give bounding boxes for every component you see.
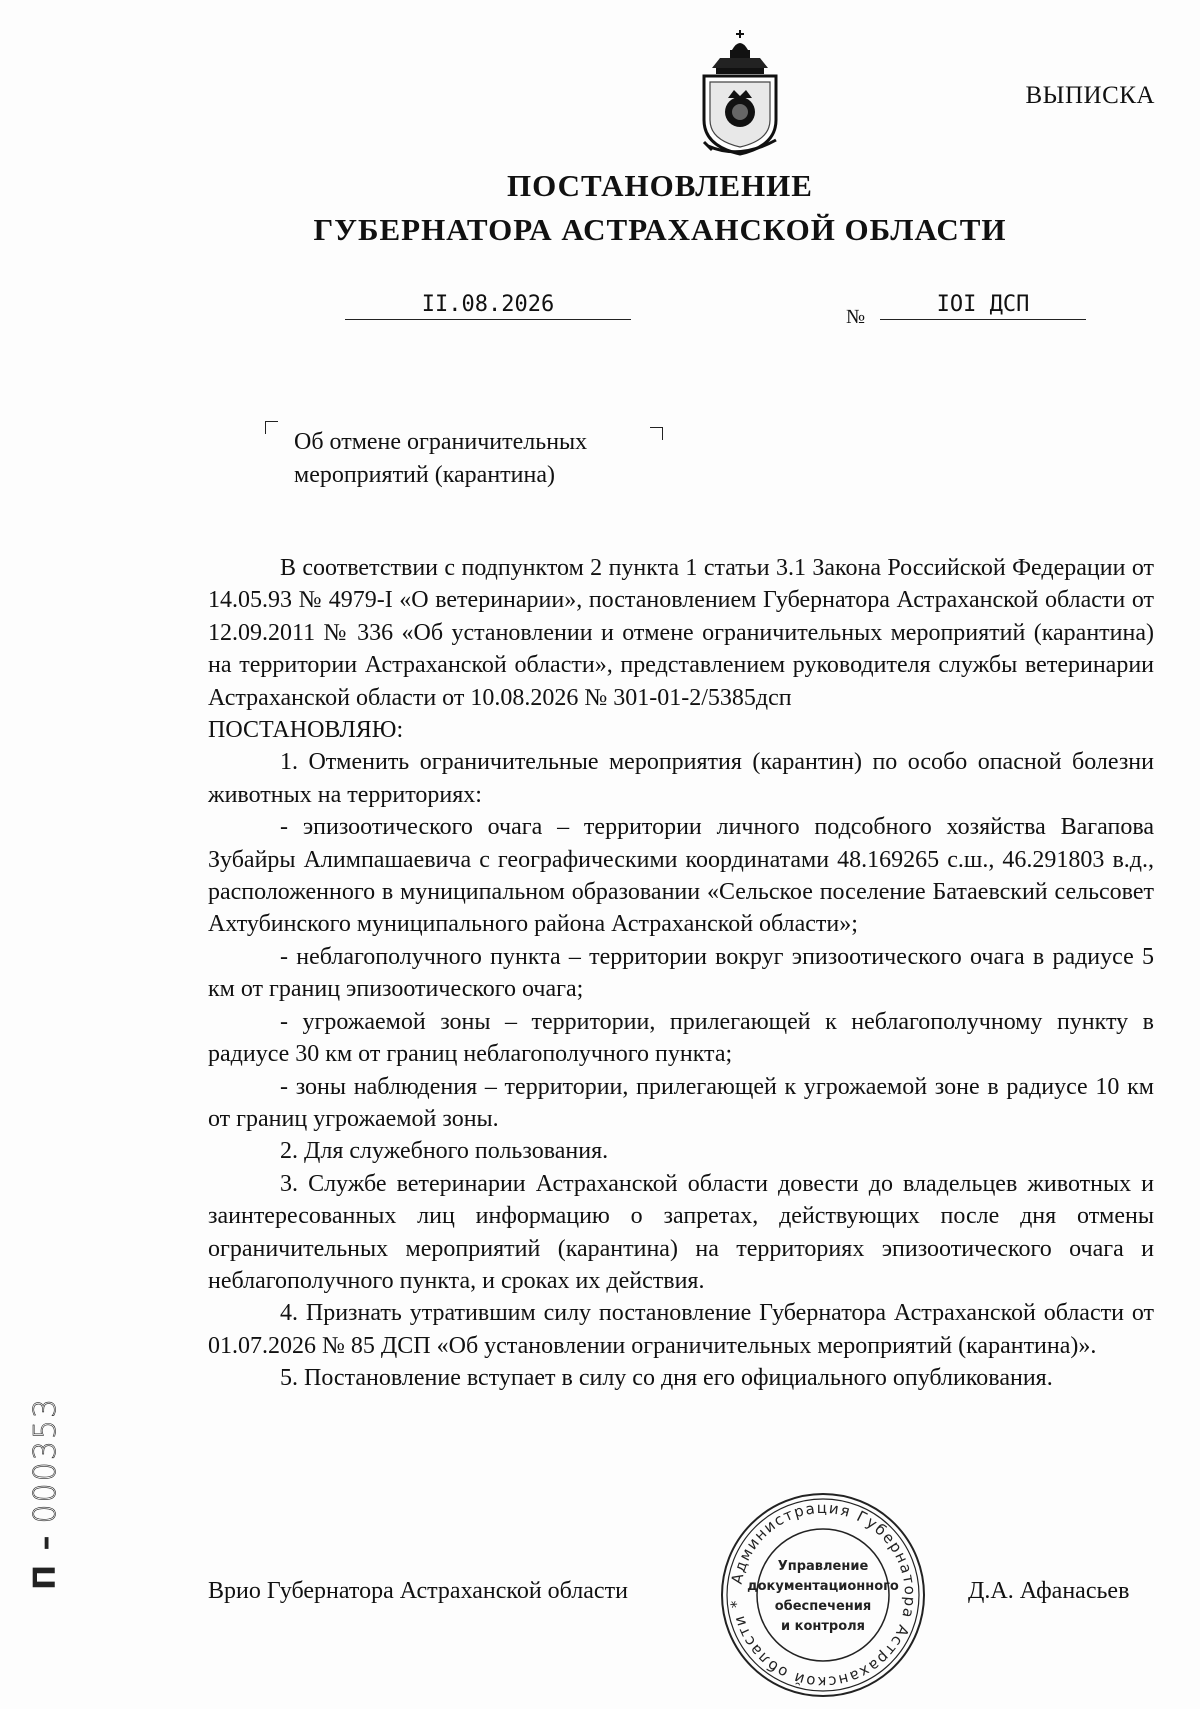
document-number: IOI ДСП <box>880 292 1086 320</box>
clause-1-item-d: - зоны наблюдения – территории, прилегающей к угрожаемой зоне в радиусе 10 км от границ угрожаемой зоны. <box>208 1073 1154 1132</box>
clause-5: 5. Постановление вступает в силу со дня его официального опубликования. <box>280 1365 1053 1392</box>
subject-bracket-left <box>265 421 278 434</box>
coat-of-arms-icon <box>690 28 790 166</box>
subject-bracket-right <box>650 427 663 440</box>
clause-4: 4. Признать утратившим силу постановление Губернатора Астраханской области от 01.07.2026 № 85 ДСП «Об установлении ограничительных мероприятий (карантина)». <box>208 1300 1154 1359</box>
preamble-paragraph: В соответствии с подпунктом 2 пункта 1 статьи 3.1 Закона Российской Федерации от 14.05.93 № 4979-I «О ветеринарии», постановлением Губернатора Астраханской области от 12.09.2011 № 336 «Об установлении и отмене ограничительных мероприятий (карантина) на территории Астраханской области», представлением руководителя службы ветеринарии Астраханской области от 10.08.2026 № 301-01-2/5385дсп <box>208 555 1154 711</box>
subject-line-1: Об отмене ограничительных <box>294 429 588 455</box>
stamp-inner-line-2: документационного <box>747 1579 899 1594</box>
registration-code <box>28 1397 63 1590</box>
decree-word: ПОСТАНОВЛЯЮ: <box>208 717 404 744</box>
subject-heading <box>294 426 587 492</box>
clause-3: 3. Службе ветеринарии Астраханской области довести до владельцев животных и заинтересованных лиц информацию о запретах, действующих после дня отмены ограничительных мероприятий (карантина) на территориях эпизоотического очага и неблагополучного пункта, и сроках их действия. <box>208 1170 1154 1294</box>
clause-1: 1. Отменить ограничительные мероприятия (карантин) по особо опасной болезни животных на территориях: <box>208 749 1154 808</box>
document-type-title: ПОСТАНОВЛЕНИЕ <box>507 168 813 203</box>
stamp-inner-line-4: и контроля <box>780 1619 866 1634</box>
official-stamp <box>718 1490 928 1700</box>
clause-2: 2. Для служебного пользования. <box>280 1138 609 1165</box>
registration-number: 000353 <box>28 1396 63 1524</box>
subject-line-2: мероприятий (карантина) <box>294 462 555 488</box>
document-date: II.08.2026 <box>345 292 631 320</box>
clause-1-item-b: - неблагополучного пункта – территории вокруг эпизоотического очага в радиусе 5 км от границ эпизоотического очага; <box>208 943 1154 1003</box>
registration-prefix: П – <box>28 1533 63 1590</box>
extract-label: ВЫПИСКА <box>1025 82 1155 109</box>
signer-position: Врио Губернатора Астраханской области <box>208 1578 628 1604</box>
clause-1-item-c: - угрожаемой зоны – территории, прилегающей к неблагополучному пункту в радиусе 30 км от границ неблагополучного пункта; <box>208 1008 1154 1068</box>
stamp-outer-text: Администрация Губернатора Астраханской области * <box>727 1498 920 1692</box>
signer-name: Д.А. Афанасьев <box>968 1578 1130 1604</box>
document-body <box>208 552 1154 1395</box>
number-label: № <box>846 306 866 328</box>
clause-1-item-a: - эпизоотического очага – территории личного подсобного хозяйства Вагапова Зубайры Алимпашаевича с географическими координатами 48.169265 с.ш., 46.291803 в.д., расположенного в муниципальном образовании «Сельское поселение Батаевский сельсовет Ахтубинского муниципального района Астраханской области»; <box>208 814 1154 938</box>
stamp-inner-line-1: Управление <box>777 1559 869 1574</box>
issuer-title: ГУБЕРНАТОРА АСТРАХАНСКОЙ ОБЛАСТИ <box>313 212 1007 247</box>
stamp-inner-line-3: обеспечения <box>774 1599 872 1614</box>
